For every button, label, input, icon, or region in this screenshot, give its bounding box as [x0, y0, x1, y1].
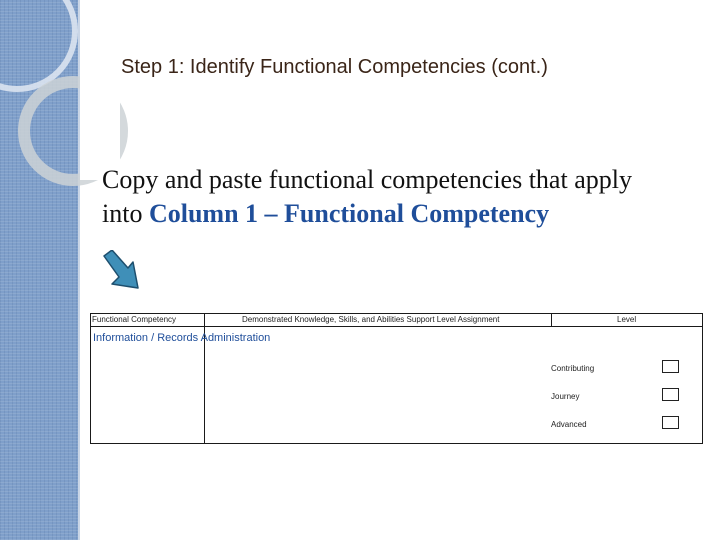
level-journey-checkbox[interactable] — [662, 388, 679, 401]
arrow-down-right-icon — [102, 250, 142, 292]
header-demonstrated-ksa: Demonstrated Knowledge, Skills, and Abilities Support Level Assignment — [242, 315, 500, 324]
column-name-highlight: Column 1 – Functional Competency — [148, 199, 550, 228]
header-level: Level — [617, 315, 637, 324]
level-contributing-label: Contributing — [551, 364, 595, 373]
level-contributing-checkbox[interactable] — [662, 360, 679, 373]
competency-table — [90, 313, 703, 444]
competency-cell: Information / Records Administration — [93, 332, 271, 344]
instruction-line-1: Copy and paste functional competencies that apply — [102, 165, 632, 194]
instruction-prefix: into — [102, 199, 143, 228]
header-functional-competency: Functional Competency — [92, 315, 177, 324]
instruction-text — [102, 163, 702, 231]
slide-title: Step 1: Identify Functional Competencies (cont.) — [121, 56, 548, 78]
column-divider-2 — [551, 314, 552, 327]
level-advanced-label: Advanced — [551, 420, 587, 429]
level-journey-label: Journey — [551, 392, 580, 401]
header-divider — [91, 326, 702, 327]
level-advanced-checkbox[interactable] — [662, 416, 679, 429]
